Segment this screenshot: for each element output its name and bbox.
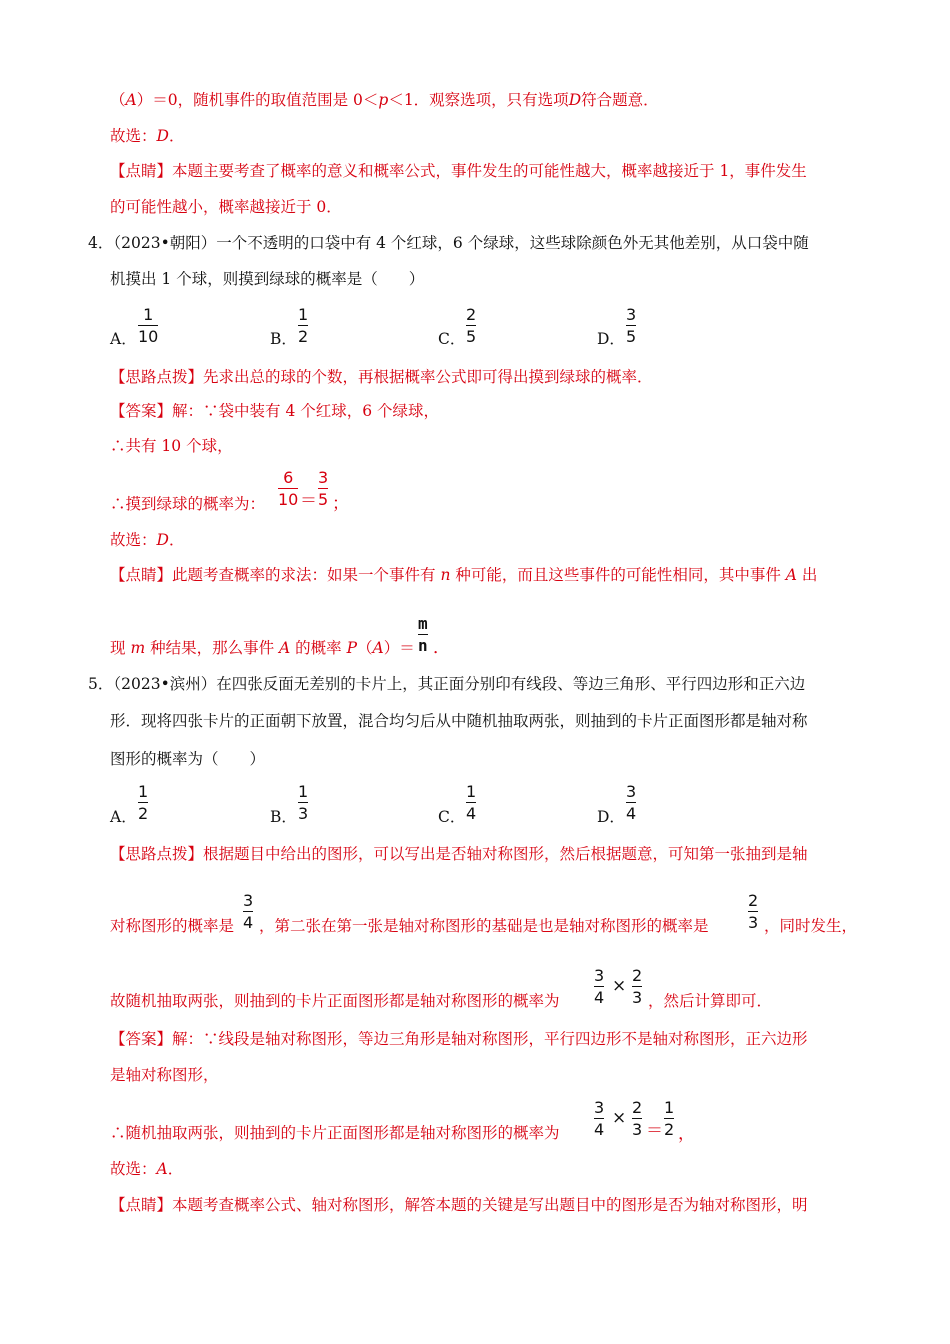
q4-option-c-fraction: [466, 305, 476, 346]
fraction-bar: [664, 1118, 674, 1119]
denominator: 4: [626, 804, 637, 823]
q4-answer-fraction-2: [318, 468, 328, 509]
tip-text: 种可能，而且这些事件的可能性相同，其中事件: [450, 566, 786, 584]
choose-label: 故选：: [110, 127, 157, 145]
fraction-bar: [298, 802, 308, 803]
prev-explanation-line: [110, 89, 659, 111]
q5-option-d-letter: D．: [597, 808, 625, 826]
answer-text: ∴随机抽取两张，则抽到的卡片正面图形都是轴对称图形的概率为: [110, 1124, 560, 1142]
q5-option-b-fraction: [298, 782, 308, 823]
q4-answer-line-2: [110, 435, 233, 457]
numerator: 3: [318, 468, 329, 487]
answer-text: 是轴对称图形，: [110, 1066, 219, 1084]
prev-choose-line: [110, 125, 184, 147]
variable-A: A: [279, 639, 291, 657]
q4-answer-line-1: [110, 400, 439, 422]
hint-text: 对称图形的概率是: [110, 917, 235, 935]
numerator: 2: [632, 1098, 643, 1117]
q5-option-a-letter: A．: [110, 808, 137, 826]
q4-tip-line-2: [110, 637, 415, 659]
q5-choose-line: [110, 1158, 183, 1180]
q5-option-b-letter: B．: [270, 808, 297, 826]
answer-label: 【答案】: [110, 1030, 173, 1048]
text-fragment: ）＝0，随机事件的取值范围是 0＜: [136, 91, 379, 109]
denominator: 10: [138, 327, 159, 346]
q4-hint-line: [110, 366, 653, 388]
fraction-bar: [594, 1118, 604, 1119]
equals-sign: ＝: [300, 491, 317, 511]
fraction-bar: [243, 911, 253, 912]
q4-option-b-letter: B．: [270, 330, 297, 348]
q5-hint-line-1: [110, 843, 808, 865]
prev-tip-line-1: [110, 160, 807, 182]
q5-answer-fraction-3: [664, 1098, 674, 1139]
tip-text: 此题考查概率的求法：如果一个事件有: [172, 566, 441, 584]
q5-answer-line-3: [110, 1122, 560, 1144]
q5-hint-fraction-3: [594, 966, 604, 1007]
tip-text: （: [357, 639, 373, 657]
q5-stem-line-3: [110, 748, 265, 770]
hint-text: ，第二张在第一张是轴对称图形的基础是也是轴对称图形的概率是: [259, 917, 709, 935]
text-fragment: ＜1．观察选项，只有选项: [388, 91, 569, 109]
variable-A: A: [372, 639, 384, 657]
q5-answer-fraction-2: [632, 1098, 642, 1139]
period: ．: [433, 638, 450, 658]
numerator: 1: [298, 305, 309, 324]
hint-text: ，同时发生，: [764, 917, 858, 935]
q5-option-a-fraction: [138, 782, 148, 823]
answer-text: ∴共有 10 个球，: [110, 437, 233, 455]
numerator: 3: [626, 305, 637, 324]
q5-answer-fraction-1: [594, 1098, 604, 1139]
choose-value: D: [156, 127, 169, 145]
q5-hint-line-2-c: [764, 915, 857, 937]
hint-text: 根据题目中给出的图形，可以写出是否轴对称图形，然后根据题意，可知第一张抽到是轴: [203, 845, 808, 863]
q5-hint-line-2-a: [110, 915, 234, 937]
text-fragment: ．: [168, 127, 185, 145]
q4-tip-line-1: [110, 564, 817, 586]
tip-label: 【点睛】: [110, 566, 173, 584]
denominator: 4: [243, 913, 254, 932]
q4-option-d-fraction: [626, 305, 636, 346]
q5-option-d-fraction: [626, 782, 636, 823]
q5-hint-line-2-b: [259, 915, 709, 937]
q4-option-c-letter: C．: [438, 330, 466, 348]
question-text: 形．现将四张卡片的正面朝下放置，混合均匀后从中随机抽取两张，则抽到的卡片正面图形都是轴对称: [110, 712, 808, 730]
times-sign: ×: [612, 976, 627, 996]
variable-P: P: [346, 639, 357, 657]
fraction-bar: [466, 325, 476, 326]
q4-stem-line-2: [110, 268, 424, 290]
tip-label: 【点睛】: [110, 1196, 173, 1214]
fraction-bar: [138, 325, 158, 326]
numerator: 1: [466, 782, 477, 801]
q4-answer-fraction-1: [278, 468, 298, 509]
q5-option-c-letter: C．: [438, 808, 466, 826]
q5-answer-line-2: [110, 1064, 219, 1086]
q4-option-b-fraction: [298, 305, 308, 346]
fraction-bar: [298, 325, 308, 326]
variable-A: A: [785, 566, 797, 584]
fraction-bar: [318, 488, 328, 489]
variable-A: A: [125, 91, 137, 109]
equals-sign: ＝: [646, 1121, 663, 1141]
times-sign: ×: [612, 1108, 627, 1128]
q4-option-a-fraction: [138, 305, 158, 346]
numerator: 3: [594, 966, 605, 985]
denominator: 2: [664, 1120, 675, 1139]
variable-m: m: [130, 639, 146, 657]
q4-stem-line-1: [88, 232, 809, 254]
answer-label: 【答案】: [110, 402, 173, 420]
fraction-bar: [594, 986, 604, 987]
question-number: 5．: [88, 675, 114, 693]
denominator: 4: [594, 988, 605, 1007]
denominator: n: [418, 636, 428, 655]
choose-label: 故选：: [110, 1160, 157, 1178]
fraction-bar: [748, 911, 758, 912]
comma: ，: [678, 1124, 695, 1144]
variable-n: n: [440, 566, 451, 584]
tip-text: 本题考查概率公式、轴对称图形，解答本题的关键是写出题目中的图形是否为轴对称图形，明: [172, 1196, 808, 1214]
choose-value: D: [156, 531, 169, 549]
q4-option-d-letter: D．: [597, 330, 625, 348]
fraction-bar: [418, 634, 428, 635]
denominator: 2: [138, 804, 149, 823]
answer-text: 解：∵袋中装有 4 个红球，6 个绿球，: [172, 402, 440, 420]
tip-text: 种结果，那么事件: [145, 639, 279, 657]
tip-label: 【点睛】: [110, 162, 173, 180]
q4-choose-line: [110, 529, 184, 551]
tip-text: 现: [110, 639, 131, 657]
denominator: 2: [298, 327, 309, 346]
hint-text: 先求出总的球的个数，再根据概率公式即可得出摸到绿球的概率．: [203, 368, 653, 386]
question-text: 机摸出 1 个球，则摸到绿球的概率是（ ）: [110, 270, 425, 288]
numerator: 3: [243, 891, 254, 910]
variable-p: p: [378, 91, 389, 109]
fraction-bar: [626, 802, 636, 803]
q5-hint-fraction-1: [243, 891, 253, 932]
fraction-bar: [138, 802, 148, 803]
q4-answer-line-3: [110, 493, 265, 515]
semicolon: ；: [332, 494, 349, 514]
tip-text: ）＝: [383, 639, 415, 657]
text-fragment: ．: [167, 1160, 184, 1178]
text-fragment: ．: [168, 531, 185, 549]
numerator: 1: [664, 1098, 675, 1117]
choose-label: 故选：: [110, 531, 157, 549]
numerator: 2: [748, 891, 759, 910]
fraction-bar: [632, 986, 642, 987]
numerator: 3: [594, 1098, 605, 1117]
denominator: 4: [594, 1120, 605, 1139]
fraction-bar: [278, 488, 298, 489]
question-number: 4．: [88, 234, 114, 252]
hint-label: 【思路点拨】: [110, 845, 204, 863]
q5-stem-line-1: [88, 673, 805, 695]
tip-text: 的可能性越小，概率越接近于 0．: [110, 198, 342, 216]
denominator: 5: [466, 327, 477, 346]
prev-tip-line-2: [110, 196, 342, 218]
numerator: 1: [138, 782, 149, 801]
q4-option-a-letter: A．: [110, 330, 137, 348]
tip-text: 出: [797, 566, 818, 584]
q5-hint-line-3-a: [110, 990, 560, 1012]
denominator: 3: [298, 804, 309, 823]
numerator: 2: [466, 305, 477, 324]
question-text: （2023•滨州）在四张反面无差别的卡片上，其正面分别印有线段、等边三角形、平行四边形和正六边: [113, 675, 806, 693]
denominator: 3: [632, 988, 643, 1007]
q5-hint-fraction-4: [632, 966, 642, 1007]
fraction-bar: [632, 1118, 642, 1119]
tip-text: 的概率: [290, 639, 347, 657]
hint-label: 【思路点拨】: [110, 368, 204, 386]
choose-value: A: [156, 1160, 168, 1178]
q5-option-c-fraction: [466, 782, 476, 823]
numerator: 1: [298, 782, 309, 801]
answer-text: 解：∵线段是轴对称图形，等边三角形是轴对称图形，平行四边形不是轴对称图形，正六边形: [172, 1030, 808, 1048]
denominator: 10: [278, 490, 299, 509]
denominator: 3: [748, 913, 759, 932]
question-text: （2023•朝阳）一个不透明的口袋中有 4 个红球，6 个绿球，这些球除颜色外无其他差别，从口袋中随: [113, 234, 809, 252]
text-fragment: （: [110, 91, 126, 109]
question-text: 图形的概率为（ ）: [110, 750, 266, 768]
tip-text: 本题主要考查了概率的意义和概率公式，事件发生的可能性越大，概率越接近于 1，事件发生: [172, 162, 807, 180]
text-fragment: 符合题意．: [581, 91, 659, 109]
numerator: 3: [626, 782, 637, 801]
numerator: 2: [632, 966, 643, 985]
fraction-bar: [466, 802, 476, 803]
fraction-bar: [626, 325, 636, 326]
q5-stem-line-2: [110, 710, 808, 732]
hint-text: 故随机抽取两张，则抽到的卡片正面图形都是轴对称图形的概率为: [110, 992, 560, 1010]
hint-text: ，然后计算即可．: [648, 992, 773, 1010]
q5-answer-line-1: [110, 1028, 808, 1050]
answer-text: ∴摸到绿球的概率为：: [110, 495, 266, 513]
numerator: 6: [283, 468, 294, 487]
q5-tip-line-1: [110, 1194, 808, 1216]
denominator: 5: [626, 327, 637, 346]
q5-hint-fraction-2: [748, 891, 758, 932]
q5-hint-line-3-b: [648, 990, 772, 1012]
denominator: 4: [466, 804, 477, 823]
q4-tip-fraction: [418, 614, 428, 655]
numerator: m: [418, 614, 428, 633]
denominator: 3: [632, 1120, 643, 1139]
numerator: 1: [143, 305, 154, 324]
variable-D: D: [568, 91, 582, 109]
denominator: 5: [318, 490, 329, 509]
